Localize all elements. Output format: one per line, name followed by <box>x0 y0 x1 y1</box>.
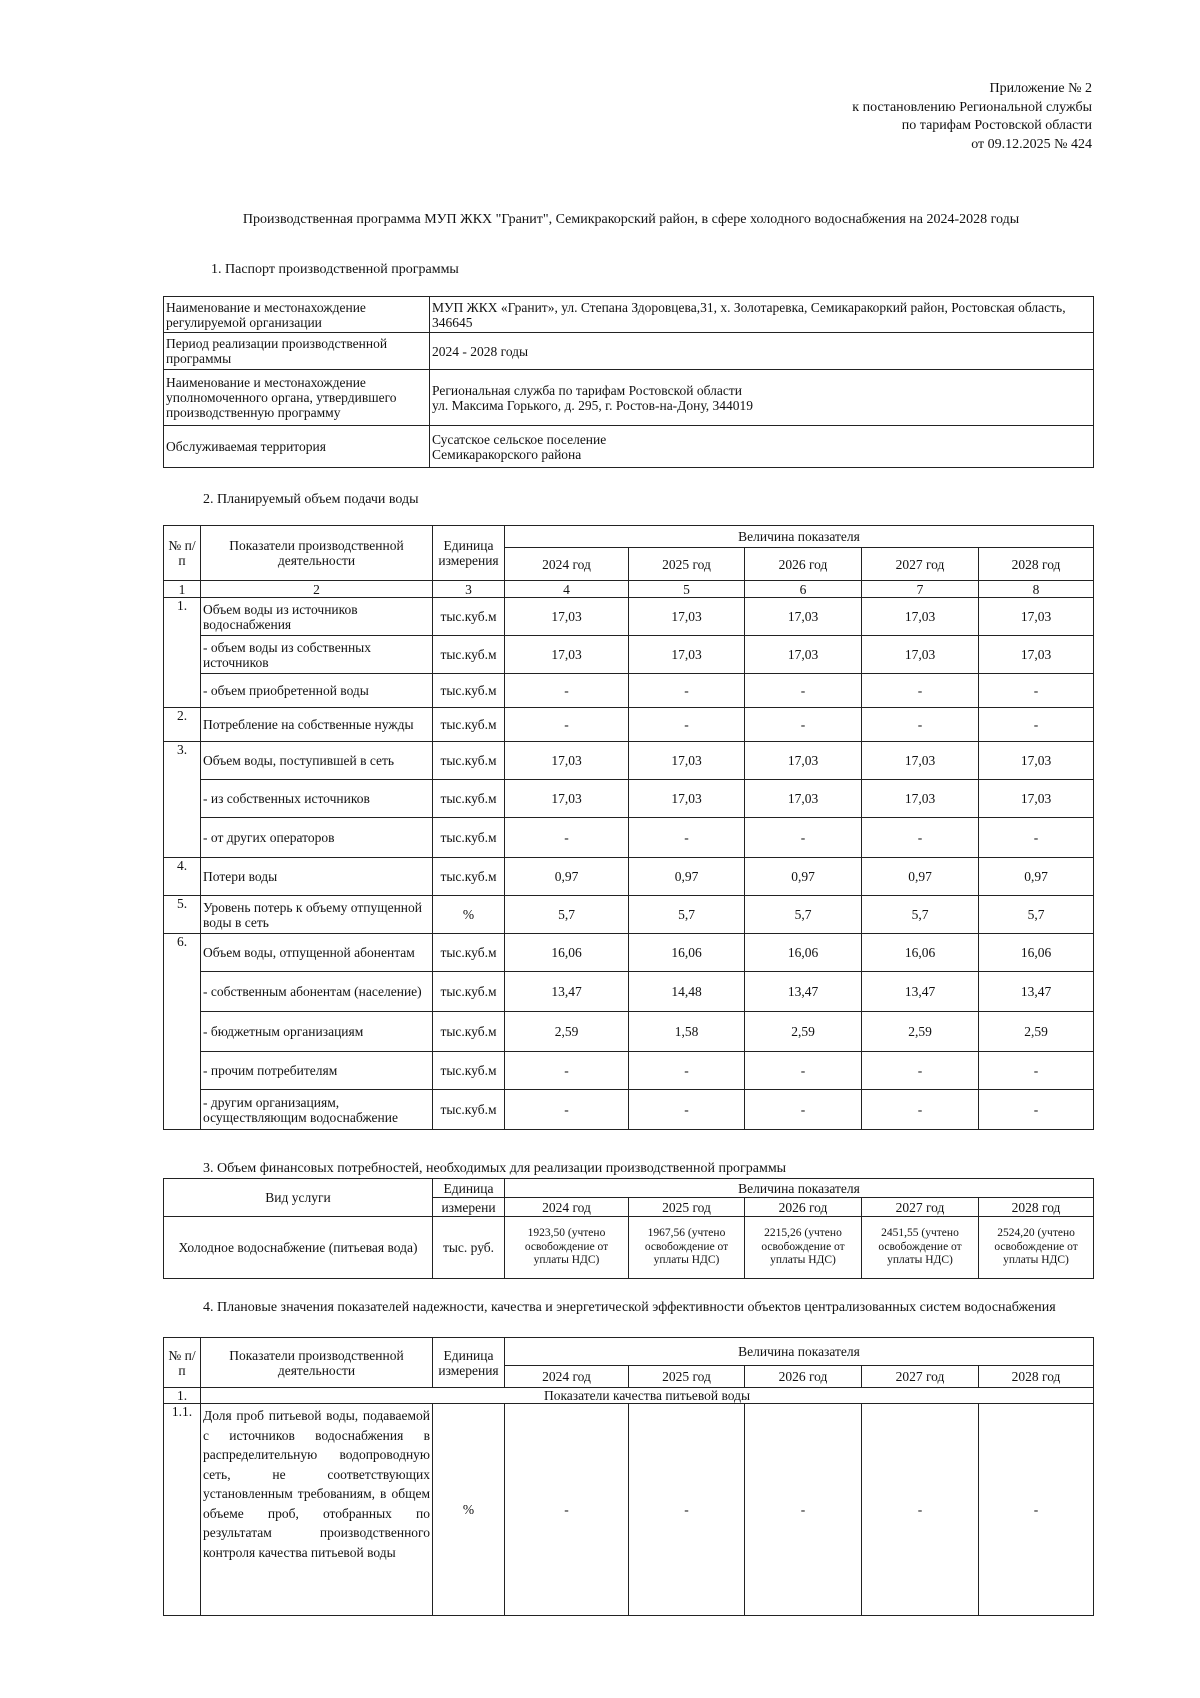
passport-value-line: Семикаракорского района <box>432 446 582 462</box>
indicator-value: - <box>629 708 745 742</box>
passport-value-line: Сусатское сельское поселение <box>432 431 607 447</box>
indicator-value: - <box>505 708 629 742</box>
col-header-unit: Единица измерения <box>433 526 505 581</box>
indicator-value: 13,47 <box>979 972 1094 1012</box>
indicator-value: 1,58 <box>629 1012 745 1052</box>
indicator-unit: тыс.куб.м <box>433 934 505 972</box>
col-header-service: Вид услуги <box>164 1179 433 1217</box>
indicator-value: - <box>862 1052 979 1090</box>
finance-value: 2215,26 (учтено освобождение от уплаты НДС) <box>745 1217 862 1279</box>
year-header: 2024 год <box>505 548 629 581</box>
indicator-value: 5,7 <box>862 896 979 934</box>
indicator-unit: % <box>433 896 505 934</box>
table-row <box>164 818 1094 858</box>
indicator-value: 17,03 <box>979 598 1094 636</box>
indicator-value: - <box>505 1090 629 1130</box>
finance-value: 1967,56 (учтено освобождение от уплаты НДС) <box>629 1217 745 1279</box>
indicator-value: - <box>745 818 862 858</box>
indicator-value: - <box>629 1090 745 1130</box>
indicator-name: Объем воды из источников водоснабжения <box>201 598 433 636</box>
appendix-number: Приложение № 2 <box>989 81 1092 96</box>
indicator-unit: тыс.куб.м <box>433 742 505 780</box>
col-header-num: № п/п <box>164 1338 201 1388</box>
year-header: 2025 год <box>629 1198 745 1217</box>
row-number: 4. <box>164 858 201 896</box>
indicator-value: 14,48 <box>629 972 745 1012</box>
row-number: 2. <box>164 708 201 742</box>
passport-label: Период реализации производственной программы <box>164 333 430 370</box>
indicator-value: 17,03 <box>745 636 862 674</box>
indicator-value: - <box>505 1404 629 1616</box>
year-header: 2028 год <box>979 1366 1094 1388</box>
indicator-value: - <box>629 818 745 858</box>
indicator-value: 17,03 <box>629 598 745 636</box>
col-number: 1 <box>164 581 201 598</box>
passport-label: Наименование и местонахождение регулируемой организации <box>164 297 430 333</box>
group-title: Показатели качества питьевой воды <box>201 1388 1094 1404</box>
row-number: 1. <box>164 598 201 708</box>
indicator-value: - <box>862 708 979 742</box>
indicator-value: 17,03 <box>505 742 629 780</box>
finance-value: 2524,20 (учтено освобождение от уплаты НДС) <box>979 1217 1094 1279</box>
section-1-heading: 1. Паспорт производственной программы <box>211 262 459 277</box>
indicator-value: - <box>979 818 1094 858</box>
indicator-value: - <box>979 1090 1094 1130</box>
year-header: 2027 год <box>862 1198 979 1217</box>
passport-value: МУП ЖКХ «Гранит», ул. Степана Здоровцева,31, х. Золотаревка, Семикаракоркий район, Ростовская область, 346645 <box>430 297 1094 333</box>
indicator-value: 0,97 <box>979 858 1094 896</box>
appendix-header <box>852 80 1092 154</box>
indicator-unit: тыс.куб.м <box>433 858 505 896</box>
indicator-name: Объем воды, поступившей в сеть <box>201 742 433 780</box>
indicator-value: 0,97 <box>629 858 745 896</box>
service-name: Холодное водоснабжение (питьевая вода) <box>164 1217 433 1279</box>
indicator-value: 2,59 <box>505 1012 629 1052</box>
passport-value <box>430 370 1094 426</box>
indicator-value: - <box>505 1052 629 1090</box>
indicator-value: 5,7 <box>505 896 629 934</box>
col-header-unit: измерени <box>433 1198 505 1217</box>
indicator-value: - <box>745 1090 862 1130</box>
indicator-value: - <box>629 1404 745 1616</box>
volume-table-body <box>164 598 1094 1130</box>
table-row <box>164 426 1094 468</box>
year-header: 2024 год <box>505 1366 629 1388</box>
indicator-name: Уровень потерь к объему отпущенной воды в сеть <box>201 896 433 934</box>
table-row <box>164 972 1094 1012</box>
appendix-ref: к постановлению Региональной службы <box>852 99 1092 115</box>
table-row <box>164 1090 1094 1130</box>
table-row <box>164 708 1094 742</box>
indicator-name: - собственным абонентам (население) <box>201 972 433 1012</box>
reliability-table <box>163 1337 1094 1616</box>
row-number: 3. <box>164 742 201 858</box>
indicator-value: 17,03 <box>505 636 629 674</box>
indicator-value: - <box>979 1052 1094 1090</box>
year-header: 2024 год <box>505 1198 629 1217</box>
col-header-unit: Единица <box>433 1179 505 1198</box>
indicator-value: 17,03 <box>629 636 745 674</box>
indicator-unit: % <box>433 1404 505 1616</box>
indicator-value: 17,03 <box>862 742 979 780</box>
row-number: 6. <box>164 934 201 1130</box>
row-number: 5. <box>164 896 201 934</box>
col-number: 2 <box>201 581 433 598</box>
column-number-row <box>164 581 1094 598</box>
table-row <box>164 370 1094 426</box>
indicator-unit: тыс.куб.м <box>433 1012 505 1052</box>
indicator-value: 16,06 <box>505 934 629 972</box>
indicator-unit: тыс.куб.м <box>433 674 505 708</box>
indicator-name: - бюджетным организациям <box>201 1012 433 1052</box>
table-row <box>164 934 1094 972</box>
table-row <box>164 858 1094 896</box>
indicator-unit: тыс.куб.м <box>433 818 505 858</box>
indicator-value: 17,03 <box>505 598 629 636</box>
indicator-name: Потребление на собственные нужды <box>201 708 433 742</box>
table-row <box>164 780 1094 818</box>
passport-label: Наименование и местонахождение уполномоченного органа, утвердившего производственную программу <box>164 370 430 426</box>
indicator-value: 5,7 <box>629 896 745 934</box>
indicator-name: - объем воды из собственных источников <box>201 636 433 674</box>
table-row <box>164 636 1094 674</box>
appendix-date: от 09.12.2025 № 424 <box>971 136 1092 152</box>
indicator-name: Объем воды, отпущенной абонентам <box>201 934 433 972</box>
indicator-value: 2,59 <box>979 1012 1094 1052</box>
table-header-row <box>164 1338 1094 1366</box>
indicator-value: 0,97 <box>745 858 862 896</box>
finance-value: 1923,50 (учтено освобождение от уплаты НДС) <box>505 1217 629 1279</box>
volume-table <box>163 525 1094 1130</box>
indicator-value: 17,03 <box>505 780 629 818</box>
indicator-value: - <box>979 1404 1094 1616</box>
indicator-name: - другим организациям, осуществляющим водоснабжение <box>201 1090 433 1130</box>
section-4-heading: 4. Плановые значения показателей надежности, качества и энергетической эффективности объектов централизованных систем водоснабжения <box>203 1300 1056 1315</box>
row-number: 1.1. <box>164 1404 201 1616</box>
table-row <box>164 1404 1094 1616</box>
col-header-unit: Единица измерения <box>433 1338 505 1388</box>
indicator-unit: тыс.куб.м <box>433 708 505 742</box>
table-row <box>164 896 1094 934</box>
col-header-num: № п/п <box>164 526 201 581</box>
indicator-value: 17,03 <box>629 780 745 818</box>
indicator-value: - <box>745 708 862 742</box>
finance-table <box>163 1178 1094 1279</box>
col-header-value: Величина показателя <box>505 1338 1094 1366</box>
indicator-value: 16,06 <box>979 934 1094 972</box>
indicator-value: 17,03 <box>862 780 979 818</box>
indicator-unit: тыс.куб.м <box>433 598 505 636</box>
section-3-heading: 3. Объем финансовых потребностей, необходимых для реализации производственной программы <box>203 1161 787 1176</box>
col-number: 4 <box>505 581 629 598</box>
table-header-row <box>164 526 1094 548</box>
col-number: 3 <box>433 581 505 598</box>
document-title: Производственная программа МУП ЖКХ "Гранит", Семикракорский район, в сфере холодного водоснабжения на 2024-2028 годы <box>242 212 1020 227</box>
indicator-value: 16,06 <box>862 934 979 972</box>
indicator-unit: тыс.куб.м <box>433 972 505 1012</box>
indicator-value: 17,03 <box>862 598 979 636</box>
passport-value-line: Региональная служба по тарифам Ростовской области <box>432 382 742 398</box>
indicator-value: 13,47 <box>862 972 979 1012</box>
indicator-value: 5,7 <box>745 896 862 934</box>
passport-value <box>430 426 1094 468</box>
passport-value-line: ул. Максима Горького, д. 295, г. Ростов-на-Дону, 344019 <box>432 397 754 413</box>
indicator-value: - <box>629 674 745 708</box>
indicator-value: - <box>745 674 862 708</box>
year-header: 2025 год <box>629 1366 745 1388</box>
indicator-value: 17,03 <box>862 636 979 674</box>
indicator-value: 17,03 <box>979 636 1094 674</box>
passport-label: Обслуживаемая территория <box>164 426 430 468</box>
col-number: 7 <box>862 581 979 598</box>
indicator-value: - <box>505 818 629 858</box>
col-header-value: Величина показателя <box>505 526 1094 548</box>
table-row <box>164 333 1094 370</box>
indicator-name: - прочим потребителям <box>201 1052 433 1090</box>
col-header-indicator: Показатели производственной деятельности <box>201 1338 433 1388</box>
table-row <box>164 1052 1094 1090</box>
indicator-value: 13,47 <box>505 972 629 1012</box>
indicator-unit: тыс.куб.м <box>433 1052 505 1090</box>
indicator-name: - от других операторов <box>201 818 433 858</box>
indicator-value: 17,03 <box>745 598 862 636</box>
indicator-name: - объем приобретенной воды <box>201 674 433 708</box>
year-header: 2026 год <box>745 548 862 581</box>
table-row <box>164 297 1094 333</box>
table-row <box>164 674 1094 708</box>
year-header: 2026 год <box>745 1198 862 1217</box>
year-header: 2027 год <box>862 1366 979 1388</box>
group-number: 1. <box>164 1388 201 1404</box>
year-header: 2028 год <box>979 1198 1094 1217</box>
indicator-value: - <box>862 674 979 708</box>
indicator-value: 17,03 <box>979 780 1094 818</box>
indicator-value: - <box>862 1090 979 1130</box>
indicator-value: - <box>862 1404 979 1616</box>
col-number: 5 <box>629 581 745 598</box>
col-number: 6 <box>745 581 862 598</box>
indicator-value: 5,7 <box>979 896 1094 934</box>
indicator-name: Потери воды <box>201 858 433 896</box>
table-row <box>164 1012 1094 1052</box>
indicator-value: - <box>745 1404 862 1616</box>
indicator-value: 13,47 <box>745 972 862 1012</box>
col-header-indicator: Показатели производственной деятельности <box>201 526 433 581</box>
indicator-name: - из собственных источников <box>201 780 433 818</box>
indicator-value: 0,97 <box>862 858 979 896</box>
indicator-value: 2,59 <box>745 1012 862 1052</box>
table-group-row <box>164 1388 1094 1404</box>
table-row <box>164 742 1094 780</box>
indicator-value: - <box>979 708 1094 742</box>
indicator-value: 16,06 <box>745 934 862 972</box>
col-header-value: Величина показателя <box>505 1179 1094 1198</box>
indicator-value: - <box>979 674 1094 708</box>
indicator-value: 17,03 <box>629 742 745 780</box>
table-row <box>164 1217 1094 1279</box>
finance-value: 2451,55 (учтено освобождение от уплаты НДС) <box>862 1217 979 1279</box>
indicator-value: - <box>505 674 629 708</box>
col-number: 8 <box>979 581 1094 598</box>
year-header: 2027 год <box>862 548 979 581</box>
year-header: 2026 год <box>745 1366 862 1388</box>
indicator-name: Доля проб питьевой воды, подаваемой с источников водоснабжения в распределительную водопроводную сеть, не соответствующих установленным требованиям, в общем объеме проб, отобранных по результатам производственного контроля качества питьевой воды <box>201 1404 433 1616</box>
indicator-value: 0,97 <box>505 858 629 896</box>
year-header: 2025 год <box>629 548 745 581</box>
indicator-unit: тыс.куб.м <box>433 780 505 818</box>
indicator-value: 17,03 <box>745 780 862 818</box>
table-row <box>164 598 1094 636</box>
service-unit: тыс. руб. <box>433 1217 505 1279</box>
indicator-value: 16,06 <box>629 934 745 972</box>
indicator-value: - <box>745 1052 862 1090</box>
indicator-value: - <box>629 1052 745 1090</box>
indicator-unit: тыс.куб.м <box>433 636 505 674</box>
section-2-heading: 2. Планируемый объем подачи воды <box>203 492 419 507</box>
indicator-value: 17,03 <box>979 742 1094 780</box>
indicator-value: 17,03 <box>745 742 862 780</box>
indicator-value: - <box>862 818 979 858</box>
passport-value: 2024 - 2028 годы <box>430 333 1094 370</box>
indicator-unit: тыс.куб.м <box>433 1090 505 1130</box>
passport-table <box>163 296 1094 468</box>
indicator-value: 2,59 <box>862 1012 979 1052</box>
table-header-row <box>164 1179 1094 1198</box>
year-header: 2028 год <box>979 548 1094 581</box>
appendix-authority: по тарифам Ростовской области <box>901 118 1092 133</box>
